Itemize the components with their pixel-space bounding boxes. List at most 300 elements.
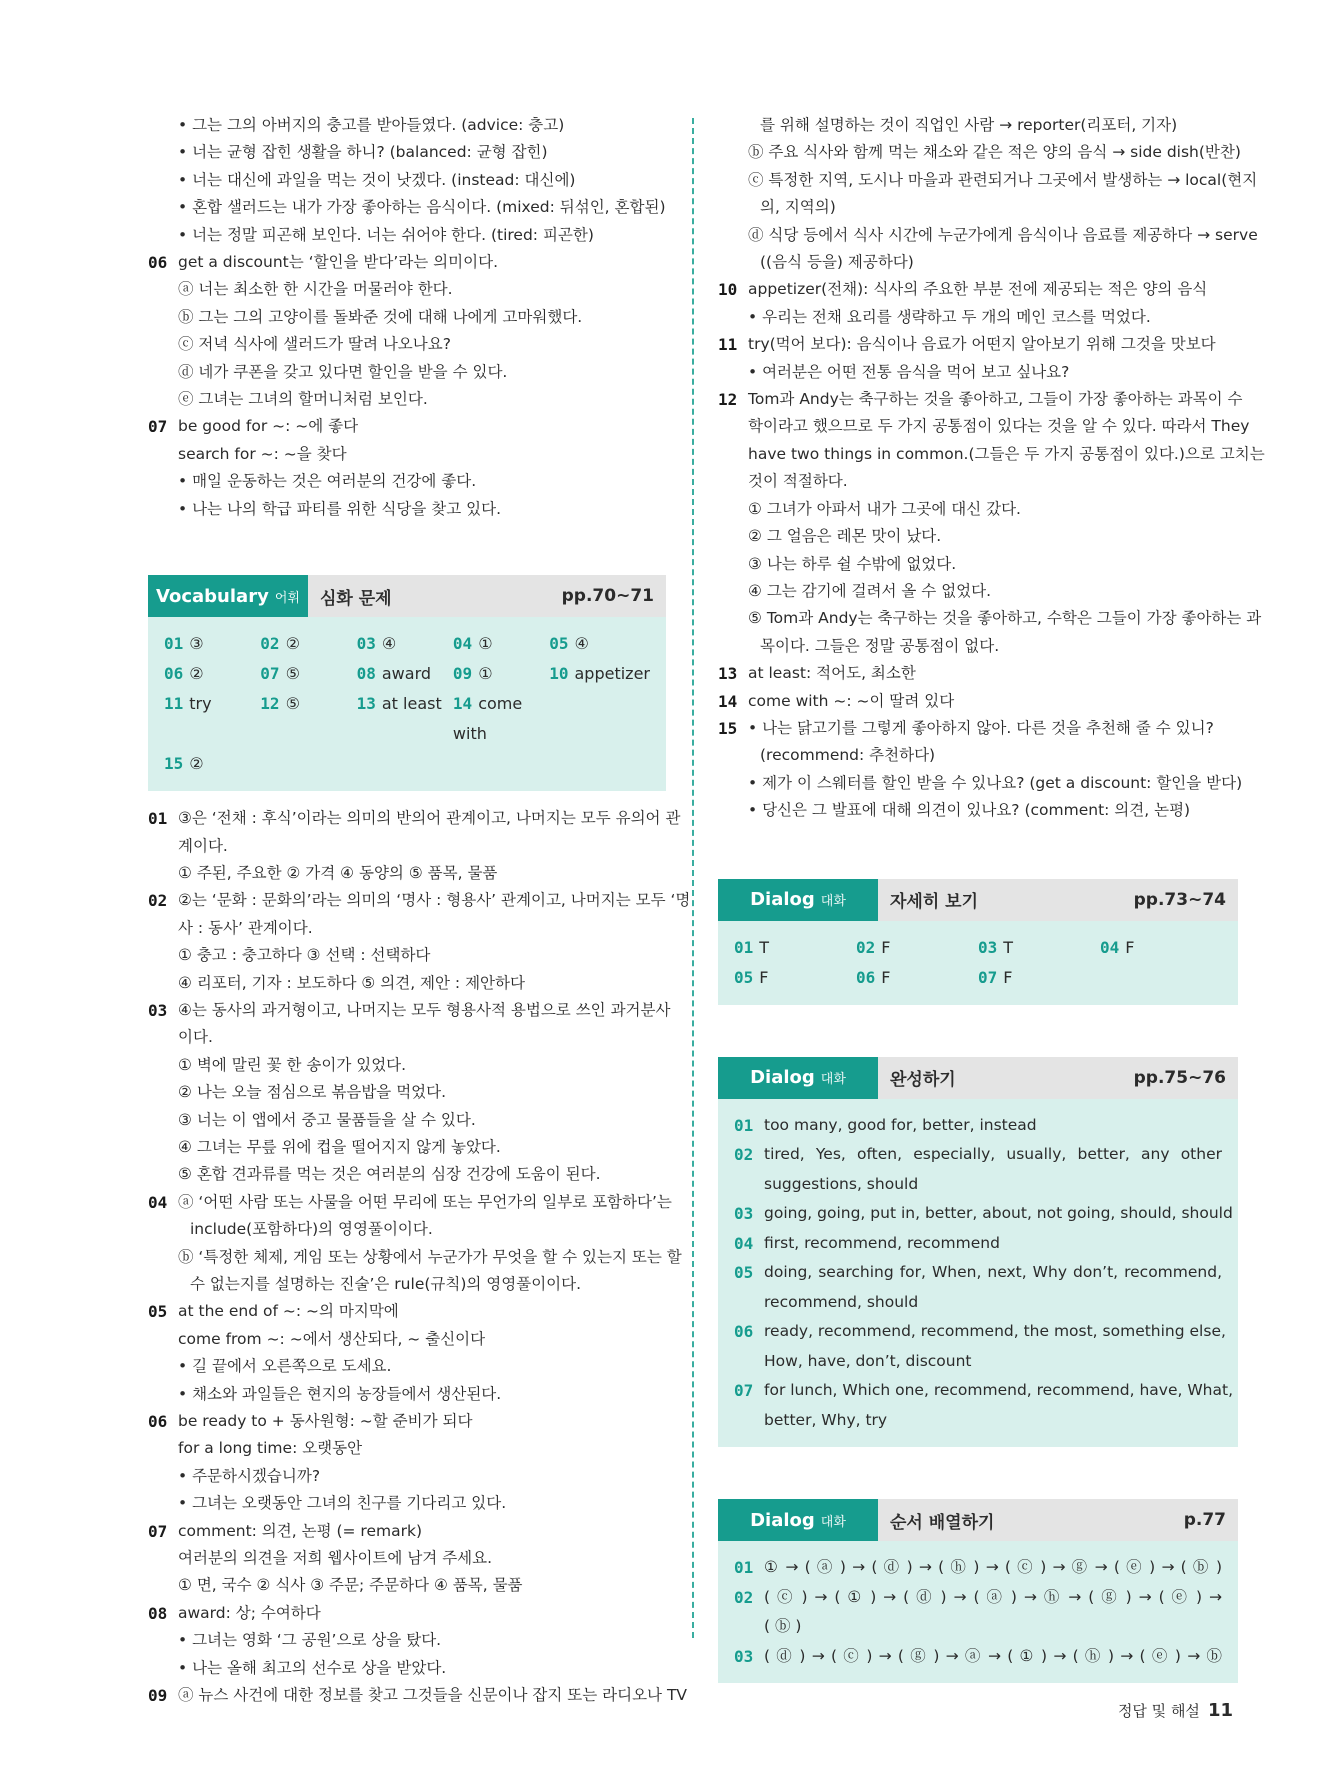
answer-value: come with	[452, 694, 523, 744]
line-text: ④ 리포터, 기자 : 보도하다 ⑤ 의견, 제안 : 제안하다	[178, 973, 525, 992]
line-text: ④ 그녀는 무릎 위에 컵을 떨어지지 않게 놓았다.	[178, 1137, 501, 1156]
text-line	[734, 1642, 1222, 1672]
line-text: • 여러분은 어떤 전통 음식을 먹어 보고 싶나요?	[748, 362, 1070, 381]
line-text: ⓓ 네가 쿠폰을 갖고 있다면 할인을 받을 수 있다.	[178, 362, 508, 381]
line-text: tired, Yes, often, especially, usually, better, any other	[764, 1145, 1222, 1164]
line-text: • 나는 나의 학급 파티를 위한 식당을 찾고 있다.	[178, 499, 502, 518]
answer-value: try	[189, 694, 212, 714]
text-line	[718, 194, 1238, 221]
line-text: 목이다. 그들은 정말 공통점이 없다.	[760, 636, 1000, 655]
text-line	[148, 1216, 666, 1243]
line-text: ① → ( ⓐ ) → ( ⓓ ) → ( ⓗ ) → ( ⓒ ) → ⓖ → ( ⓔ ) → ( ⓑ )	[764, 1558, 1222, 1577]
text-line	[718, 413, 1250, 440]
answer-number: 06	[856, 967, 876, 987]
vocab-header	[148, 575, 666, 617]
line-text: ⓐ 너는 최소한 한 시간을 머물러야 한다.	[178, 280, 453, 299]
text-line	[718, 441, 1265, 468]
line-text: 사 : 동사’ 관계이다.	[178, 918, 313, 937]
vocab-section: 심화 문제 pp.70~71	[308, 575, 666, 617]
line-text: have two things in common.(그들은 두 가지 공통점이 있다.)으로 고치는	[748, 444, 1265, 463]
line-text: for lunch, Which one, recommend, recommend, have, What,	[764, 1381, 1234, 1400]
text-line	[734, 1199, 1233, 1229]
dialog2-answers	[718, 1099, 1238, 1448]
line-text: • 너는 정말 피곤해 보인다. 너는 쉬어야 한다. (tired: 피곤한)	[178, 225, 594, 244]
item-number: 02	[734, 1145, 754, 1165]
answer-value: T	[759, 937, 770, 957]
item-number: 13	[718, 664, 738, 684]
text-line	[718, 742, 1238, 769]
line-text: • 채소와 과일들은 현지의 농장들에서 생산된다.	[178, 1384, 502, 1403]
item-number: 09	[148, 1686, 168, 1706]
text-line	[148, 1134, 666, 1161]
text-line	[718, 797, 1238, 824]
text-line	[148, 194, 666, 221]
item-number: 06	[148, 253, 168, 273]
line-text: too many, good for, better, instead	[764, 1115, 1037, 1134]
answer-value: ②	[189, 754, 204, 774]
dialog1-section: 자세히 보기 pp.73~74	[878, 879, 1238, 921]
dialog1-tag: Dialog 대화	[718, 879, 878, 921]
answer-value: ②	[285, 634, 300, 654]
answer-number: 09	[452, 664, 473, 684]
answer-cell	[978, 963, 1100, 993]
page-number: 11	[1207, 1700, 1233, 1721]
line-text: • 그녀는 영화 ‘그 공원’으로 상을 탔다.	[178, 1631, 442, 1650]
answer-number: 10	[549, 664, 569, 684]
line-text: • 너는 균형 잡힌 생활을 하니? (balanced: 균형 잡힌)	[178, 143, 548, 162]
line-text: ③은 ‘전채 : 후식’이라는 의미의 반의어 관계이고, 나머지는 모두 유의어 관	[178, 809, 681, 828]
line-text: ② 그 얼음은 레몬 맛이 났다.	[748, 527, 942, 546]
line-text: ⓑ 그는 그의 고양이를 돌봐준 것에 대해 나에게 고마워했다.	[178, 307, 583, 326]
text-line	[148, 1655, 666, 1682]
dialog3-tag: Dialog 대화	[718, 1499, 878, 1541]
text-line	[148, 222, 666, 249]
item-number: 11	[718, 335, 738, 355]
text-line	[148, 942, 666, 969]
answer-cell	[734, 933, 856, 963]
answer-value: ②	[189, 664, 204, 684]
line-text: ( ⓒ ) → ( ① ) → ( ⓓ ) → ( ⓐ ) → ⓗ → ( ⓖ ) → ( ⓔ ) →	[764, 1587, 1222, 1606]
line-text: ① 벽에 말린 꽃 한 송이가 있었다.	[178, 1055, 407, 1074]
item-number: 05	[148, 1302, 168, 1322]
line-text: ⓐ ‘어떤 사람 또는 사물을 어떤 무리에 또는 무언가의 일부로 포함하다’는	[178, 1192, 672, 1211]
text-line	[734, 1347, 1222, 1377]
line-text: first, recommend, recommend	[764, 1233, 1000, 1252]
item-number: 06	[734, 1322, 754, 1342]
answer-number: 07	[978, 967, 998, 987]
answer-number: 01	[734, 937, 754, 957]
dialog2-header	[718, 1057, 1238, 1099]
text-line	[148, 413, 666, 440]
text-line	[148, 1271, 666, 1298]
left-text-block-1	[148, 112, 666, 523]
answer-cell	[164, 659, 260, 689]
line-text: be good for ~: ~에 좋다	[178, 417, 359, 436]
dialog-box-2	[718, 1057, 1238, 1448]
text-line	[148, 860, 666, 887]
dialog-box-3	[718, 1499, 1238, 1683]
vocab-box	[148, 575, 666, 791]
line-text: ⓓ 식당 등에서 식사 시간에 누군가에게 음식이나 음료를 제공하다 → serve	[748, 225, 1258, 244]
answer-value: ③	[189, 634, 204, 654]
text-line	[148, 1244, 682, 1271]
text-line	[718, 249, 1238, 276]
text-line	[148, 1600, 666, 1627]
line-text: ④는 동사의 과거형이고, 나머지는 모두 형용사적 용법으로 쓰인 과거분사	[178, 1000, 671, 1019]
text-line	[734, 1612, 1222, 1642]
answer-cell	[549, 659, 650, 689]
answer-value: award	[381, 664, 432, 684]
text-line	[148, 331, 666, 358]
item-number: 04	[148, 1192, 168, 1212]
line-text: ⓔ 그녀는 그녀의 할머니처럼 보인다.	[178, 390, 428, 409]
text-line	[148, 970, 666, 997]
line-text: ( ⓓ ) → ( ⓒ ) → ( ⓖ ) → ⓐ → ( ① ) → ( ⓗ ) → ( ⓔ ) → ⓑ	[764, 1646, 1222, 1665]
text-line	[734, 1553, 1222, 1583]
item-number: 14	[718, 691, 738, 711]
line-text: ① 그녀가 아파서 내가 그곳에 대신 갔다.	[748, 499, 1021, 518]
item-number: 12	[718, 390, 738, 410]
line-text: include(포함하다)의 영영풀이이다.	[190, 1220, 433, 1239]
line-text: search for ~: ~을 찾다	[178, 444, 347, 463]
answer-number: 02	[260, 634, 280, 654]
line-text: ⓑ 주요 식사와 함께 먹는 채소와 같은 적은 양의 음식 → side dish(반찬)	[748, 143, 1241, 162]
answer-value: F	[881, 937, 891, 957]
text-line	[148, 1490, 666, 1517]
text-line	[718, 359, 1238, 386]
text-line	[718, 468, 1238, 495]
line-text: • 그는 그의 아버지의 충고를 받아들였다. (advice: 충고)	[178, 116, 565, 134]
answer-cell	[260, 629, 356, 659]
text-line	[734, 1140, 1222, 1170]
answer-value: F	[1003, 967, 1013, 987]
line-text: • 나는 닭고기를 그렇게 좋아하지 않아. 다른 것을 추천해 줄 수 있니?	[748, 718, 1214, 737]
text-line	[148, 915, 666, 942]
answer-value: ④	[381, 634, 397, 654]
answer-number: 05	[549, 634, 569, 654]
answer-number: 04	[452, 634, 473, 654]
answer-cell	[357, 629, 453, 659]
text-line	[734, 1170, 1222, 1200]
answer-value: at least	[381, 694, 442, 714]
line-text: ⑤ Tom과 Andy는 축구하는 것을 좋아하고, 수학은 그들이 가장 좋아하는 과	[748, 609, 1262, 628]
line-text: ① 주된, 주요한 ② 가격 ④ 동양의 ⑤ 품목, 물품	[178, 863, 498, 882]
dialog1-answers	[718, 921, 1238, 1005]
line-text: • 길 끝에서 오른쪽으로 도세요.	[178, 1357, 392, 1376]
item-number: 03	[734, 1646, 754, 1666]
answer-cell	[260, 689, 356, 749]
line-text: 수 없는지를 설명하는 진술’은 rule(규칙)의 영영풀이이다.	[190, 1275, 582, 1293]
line-text: ( ⓑ )	[764, 1617, 802, 1636]
text-line	[148, 1052, 666, 1079]
line-text: come with ~: ~이 딸려 있다	[748, 691, 955, 710]
answer-cell	[164, 749, 260, 779]
text-line	[148, 1627, 666, 1654]
item-number: 02	[148, 891, 168, 911]
item-number: 02	[734, 1587, 754, 1607]
text-line	[148, 1161, 666, 1188]
line-text: ready, recommend, recommend, the most, something else,	[764, 1322, 1226, 1341]
text-line	[148, 805, 681, 832]
answer-number: 14	[452, 694, 473, 714]
text-line	[734, 1406, 1222, 1436]
line-text: • 주문하시겠습니까?	[178, 1466, 321, 1485]
dialog2-section: 완성하기 pp.75~76	[878, 1057, 1238, 1099]
item-number: 10	[718, 280, 738, 300]
answer-number: 08	[356, 664, 376, 684]
line-text: going, going, put in, better, about, not going, should, should	[764, 1204, 1233, 1223]
line-text: 의, 지역의)	[760, 198, 836, 217]
left-column	[148, 112, 691, 1710]
item-number: 03	[148, 1000, 168, 1020]
text-line	[734, 1229, 1222, 1259]
answer-cell	[549, 689, 650, 749]
text-line	[148, 441, 666, 468]
line-text: ②는 ‘문화 : 문화의’라는 의미의 ‘명사 : 형용사’ 관계이고, 나머지는 모두 ‘명	[178, 891, 691, 910]
text-line	[734, 1317, 1226, 1347]
answer-number: 04	[1100, 937, 1120, 957]
text-line	[718, 551, 1238, 578]
line-text: • 매일 운동하는 것은 여러분의 건강에 좋다.	[178, 472, 477, 491]
answer-number: 11	[164, 694, 184, 714]
line-text: 이다.	[178, 1028, 213, 1047]
text-line	[148, 468, 666, 495]
answer-cell	[453, 629, 549, 659]
answer-number: 01	[164, 634, 184, 654]
answer-value: F	[1125, 937, 1135, 957]
text-line	[148, 1435, 666, 1462]
answer-value: ①	[478, 664, 493, 684]
text-line	[148, 139, 666, 166]
answer-cell	[357, 659, 453, 689]
line-text: • 너는 대신에 과일을 먹는 것이 낫겠다. (instead: 대신에)	[178, 170, 576, 189]
text-line	[148, 249, 666, 276]
answer-number: 13	[356, 694, 376, 714]
answer-cell	[164, 629, 260, 659]
line-text: recommend, should	[764, 1292, 919, 1311]
line-text: ④ 그는 감기에 걸려서 올 수 없었다.	[748, 581, 992, 600]
text-line	[148, 1545, 666, 1572]
text-line	[734, 1376, 1234, 1406]
text-line	[148, 1463, 666, 1490]
line-text: • 제가 이 스웨터를 할인 받을 수 있나요? (get a discount: 할인을 받다)	[748, 773, 1243, 792]
text-line	[148, 496, 666, 523]
text-line	[148, 1572, 666, 1599]
line-text: 것이 적절하다.	[748, 472, 848, 491]
text-line	[718, 331, 1238, 358]
text-line	[718, 112, 1238, 139]
text-line	[718, 523, 1238, 550]
line-text: • 당신은 그 발표에 대해 의견이 있나요? (comment: 의견, 논평)	[748, 801, 1191, 820]
line-text: 를 위해 설명하는 것이 직업인 사람 → reporter(리포터, 기자)	[760, 116, 1178, 134]
item-number: 01	[148, 809, 168, 829]
left-text-block-2	[148, 805, 691, 1709]
answer-number: 02	[856, 937, 876, 957]
text-line	[718, 578, 1238, 605]
line-text: ((음식 등을) 제공하다)	[760, 253, 914, 272]
text-line	[148, 1353, 666, 1380]
answer-cell	[453, 689, 549, 749]
answer-number: 07	[260, 664, 280, 684]
column-divider	[692, 118, 694, 1638]
answer-number: 03	[978, 937, 998, 957]
item-number: 07	[734, 1381, 754, 1401]
text-line	[718, 660, 1238, 687]
footer-label: 정답 및 해설	[1117, 1702, 1200, 1720]
line-text: • 그녀는 오랫동안 그녀의 친구를 기다리고 있다.	[178, 1494, 507, 1513]
line-text: ② 나는 오늘 점심으로 볶음밥을 먹었다.	[178, 1083, 447, 1102]
text-line	[718, 276, 1238, 303]
right-column	[718, 112, 1265, 1683]
text-line	[734, 1258, 1222, 1288]
answer-cell	[357, 689, 453, 749]
text-line	[718, 633, 1238, 660]
text-line	[718, 770, 1243, 797]
text-line	[148, 112, 666, 139]
text-line	[148, 167, 666, 194]
line-text: for a long time: 오랫동안	[178, 1439, 363, 1458]
text-line	[148, 1189, 672, 1216]
answer-cell	[978, 933, 1100, 963]
text-line	[148, 833, 666, 860]
item-number: 08	[148, 1603, 168, 1623]
line-text: get a discount는 ‘할인을 받다’라는 의미이다.	[178, 253, 498, 272]
text-line	[718, 688, 1238, 715]
answer-number: 15	[164, 754, 184, 774]
answer-cell	[164, 689, 260, 749]
answer-cell	[453, 659, 549, 689]
vocab-answers	[148, 617, 666, 791]
line-text: ① 면, 국수 ② 식사 ③ 주문; 주문하다 ④ 품목, 물품	[178, 1576, 523, 1595]
line-text: How, have, don’t, discount	[764, 1351, 972, 1370]
right-text-block	[718, 112, 1265, 825]
text-line	[718, 222, 1258, 249]
dialog2-tag: Dialog 대화	[718, 1057, 878, 1099]
line-text: be ready to + 동사원형: ~할 준비가 되다	[178, 1412, 473, 1431]
text-line	[718, 386, 1243, 413]
item-number: 04	[734, 1233, 754, 1253]
text-line	[734, 1288, 1222, 1318]
answer-value: ⑤	[285, 694, 300, 714]
line-text: ⓑ ‘특정한 체제, 게임 또는 상황에서 누군가가 무엇을 할 수 있는지 또는 할	[178, 1247, 682, 1266]
answer-cell	[260, 659, 356, 689]
text-line	[718, 715, 1238, 742]
line-text: appetizer(전채): 식사의 주요한 부분 전에 제공되는 적은 양의 음식	[748, 280, 1208, 299]
item-number: 15	[718, 718, 738, 738]
text-line	[148, 1682, 688, 1709]
item-number: 06	[148, 1412, 168, 1432]
text-line	[148, 304, 666, 331]
line-text: (recommend: 추천하다)	[760, 746, 936, 765]
line-text: at least: 적어도, 최소한	[748, 664, 916, 683]
answer-value: F	[759, 967, 769, 987]
item-number: 01	[734, 1115, 754, 1135]
line-text: ⑤ 혼합 견과류를 먹는 것은 여러분의 심장 건강에 도움이 된다.	[178, 1165, 601, 1184]
line-text: doing, searching for, When, next, Why don’t, recommend,	[764, 1263, 1222, 1282]
line-text: • 혼합 샐러드는 내가 가장 좋아하는 음식이다. (mixed: 뒤섞인, 혼합된)	[178, 198, 666, 217]
answer-cell	[856, 933, 978, 963]
item-number: 07	[148, 417, 168, 437]
line-text: ⓐ 뉴스 사건에 대한 정보를 찾고 그것들을 신문이나 잡지 또는 라디오나 TV	[178, 1686, 688, 1705]
text-line	[718, 605, 1262, 632]
text-line	[148, 1381, 666, 1408]
text-line	[148, 1024, 666, 1051]
answer-number: 12	[260, 694, 280, 714]
answer-cell	[549, 629, 650, 659]
line-text: come from ~: ~에서 생산되다, ~ 출신이다	[178, 1329, 486, 1348]
line-text: • 우리는 전채 요리를 생략하고 두 개의 메인 코스를 먹었다.	[748, 307, 1151, 326]
answer-cell	[1100, 933, 1222, 963]
text-line	[148, 386, 666, 413]
answer-number: 05	[734, 967, 754, 987]
item-number: 03	[734, 1204, 754, 1224]
dialog3-answers	[718, 1541, 1238, 1683]
line-text: 학이라고 했으므로 두 가지 공통점이 있다는 것을 알 수 있다. 따라서 They	[748, 417, 1250, 436]
text-line	[718, 496, 1238, 523]
dialog1-header	[718, 879, 1238, 921]
text-line	[148, 887, 691, 914]
line-text: ③ 나는 하루 쉴 수밖에 없었다.	[748, 554, 957, 573]
text-line	[148, 1518, 666, 1545]
answer-value: ⑤	[285, 664, 300, 684]
line-text: try(먹어 보다): 음식이나 음료가 어떤지 알아보기 위해 그것을 맛보다	[748, 335, 1216, 354]
line-text: better, Why, try	[764, 1410, 888, 1429]
text-line	[148, 1326, 666, 1353]
text-line	[148, 1079, 666, 1106]
answer-value: appetizer	[574, 664, 650, 684]
text-line	[148, 1408, 666, 1435]
line-text: 여러분의 의견을 저희 웹사이트에 남겨 주세요.	[178, 1549, 493, 1568]
answer-cell	[856, 963, 978, 993]
text-line	[148, 997, 671, 1024]
line-text: ⓒ 저녁 식사에 샐러드가 딸려 나오나요?	[178, 335, 451, 354]
line-text: award: 상; 수여하다	[178, 1603, 321, 1622]
vocab-tag: Vocabulary 어휘	[148, 575, 308, 617]
text-line	[718, 304, 1238, 331]
line-text: Tom과 Andy는 축구하는 것을 좋아하고, 그들이 가장 좋아하는 과목이 수	[748, 390, 1243, 409]
item-number: 01	[734, 1558, 754, 1578]
text-line	[148, 1298, 666, 1325]
text-line	[148, 1107, 666, 1134]
line-text: • 나는 올해 최고의 선수로 상을 받았다.	[178, 1658, 447, 1677]
line-text: ③ 너는 이 앱에서 중고 물품들을 살 수 있다.	[178, 1110, 476, 1129]
text-line	[718, 139, 1241, 166]
dialog3-header	[718, 1499, 1238, 1541]
line-text: ① 충고 : 충고하다 ③ 선택 : 선택하다	[178, 946, 431, 965]
answer-value: ①	[478, 634, 493, 654]
answer-value: T	[1003, 937, 1014, 957]
item-number: 05	[734, 1263, 754, 1283]
answer-value: F	[881, 967, 891, 987]
line-text: ⓒ 특정한 지역, 도시나 마을과 관련되거나 그곳에서 발생하는 → local(현지	[748, 170, 1258, 189]
answer-number: 06	[164, 664, 184, 684]
text-line	[734, 1111, 1222, 1141]
line-text: suggestions, should	[764, 1174, 919, 1193]
text-line	[718, 167, 1258, 194]
text-line	[148, 359, 666, 386]
dialog3-section: 순서 배열하기 p.77	[878, 1499, 1238, 1541]
line-text: comment: 의견, 논평 (= remark)	[178, 1521, 422, 1540]
line-text: at the end of ~: ~의 마지막에	[178, 1302, 399, 1321]
line-text: 계이다.	[178, 836, 228, 855]
answer-cell	[734, 963, 856, 993]
page-footer	[1118, 1700, 1233, 1721]
text-line	[148, 276, 666, 303]
item-number: 07	[148, 1521, 168, 1541]
answer-value: ④	[574, 634, 589, 654]
text-line	[734, 1583, 1222, 1613]
dialog-box-1	[718, 879, 1238, 1005]
